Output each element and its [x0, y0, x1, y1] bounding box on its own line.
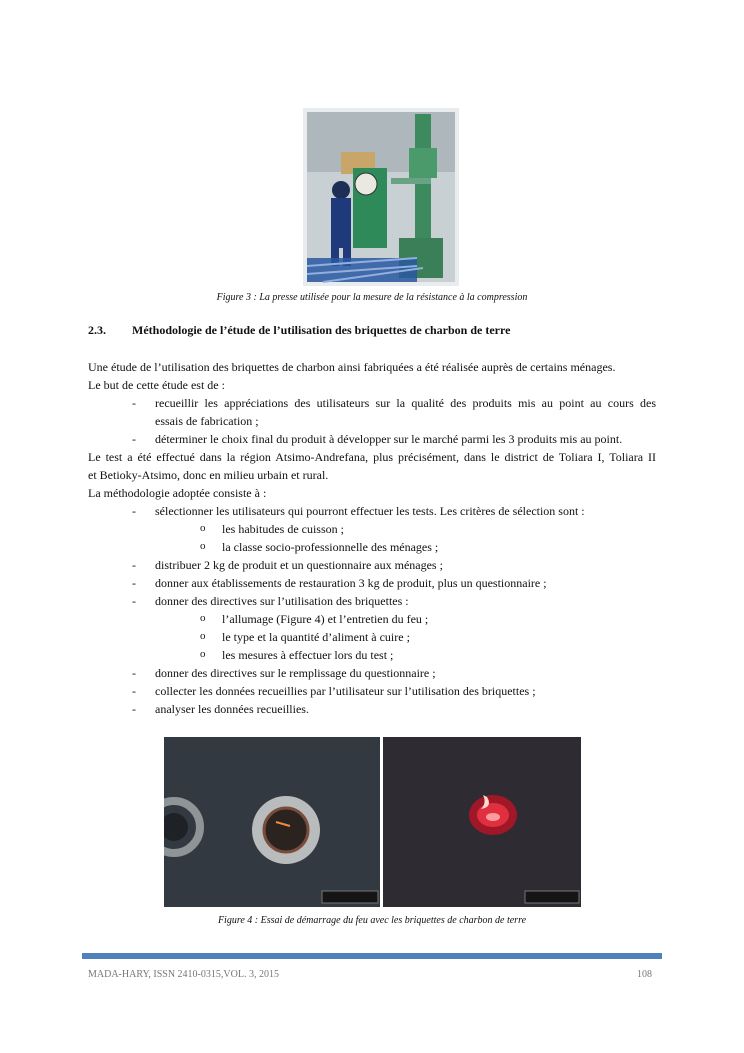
- step-directives-usage: donner des directives sur l’utilisation des briquettes :: [155, 594, 409, 608]
- paragraph-intro: Une étude de l’utilisation des briquettes de charbon ainsi fabriquées a été réalisée auprès de certains ménages.: [88, 360, 616, 374]
- step-questionnaire-directives: donner des directives sur le remplissage du questionnaire ;: [155, 666, 436, 680]
- paragraph-method-intro: La méthodologie adoptée consiste à :: [88, 486, 267, 500]
- list-dash: -: [132, 702, 136, 716]
- step-distribute: distribuer 2 kg de produit et un questionnaire aux ménages ;: [155, 558, 443, 572]
- sub-bullet: o: [200, 630, 206, 642]
- figure-3-caption: Figure 3 : La presse utilisée pour la mesure de la résistance à la compression: [216, 292, 528, 303]
- figure-4-left-image: [164, 737, 380, 907]
- step-analyze-data: analyser les données recueillies.: [155, 702, 309, 716]
- list-dash: -: [132, 396, 136, 410]
- criterion-cooking-habits: les habitudes de cuisson ;: [222, 522, 344, 536]
- list-dash: -: [132, 558, 136, 572]
- paragraph-test-line-2: et Betioky-Atsimo, donc en milieu urbain et rural.: [88, 468, 329, 482]
- figure-4-caption: Figure 4 : Essai de démarrage du feu avec les briquettes de charbon de terre: [217, 915, 527, 926]
- sub-bullet: o: [200, 522, 206, 534]
- directive-measures: les mesures à effectuer lors du test ;: [222, 648, 394, 662]
- step-collect-data: collecter les données recueillies par l’utilisateur sur l’utilisation des briquettes ;: [155, 684, 536, 698]
- step-restaurants: donner aux établissements de restauration 3 kg de produit, plus un questionnaire ;: [155, 576, 547, 590]
- list-dash: -: [132, 666, 136, 680]
- goal-1-line-1: recueillir les appréciations des utilisateurs sur la qualité des produits mis au point au cours des: [155, 396, 656, 410]
- footer-page-number: 108: [637, 969, 652, 980]
- goal-2: déterminer le choix final du produit à développer sur le marché parmi les 3 produits mis au point.: [155, 432, 623, 446]
- directive-food: le type et la quantité d’aliment à cuire ;: [222, 630, 410, 644]
- sub-bullet: o: [200, 540, 206, 552]
- list-dash: -: [132, 594, 136, 608]
- list-dash: -: [132, 432, 136, 446]
- paragraph-test-line-1: Le test a été effectué dans la région Atsimo-Andrefana, plus précisément, dans le district de Toliara I, Toliara II: [88, 450, 656, 464]
- section-number: 2.3.: [88, 323, 106, 337]
- criterion-socio-class: la classe socio-professionnelle des ménages ;: [222, 540, 439, 554]
- step-select-users: sélectionner les utilisateurs qui pourront effectuer les tests. Les critères de sélection sont :: [155, 504, 585, 518]
- footer-journal: MADA-HARY, ISSN 2410-0315,VOL. 3, 2015: [88, 969, 279, 980]
- goal-1-line-2: essais de fabrication ;: [155, 414, 259, 428]
- figure-3-image: [303, 108, 459, 286]
- figure-4-right-image: [383, 737, 581, 907]
- list-dash: -: [132, 576, 136, 590]
- directive-ignition: l’allumage (Figure 4) et l’entretien du feu ;: [222, 612, 429, 626]
- list-dash: -: [132, 684, 136, 698]
- section-title: Méthodologie de l’étude de l’utilisation des briquettes de charbon de terre: [132, 323, 511, 337]
- list-dash: -: [132, 504, 136, 518]
- paragraph-goal-intro: Le but de cette étude est de :: [88, 378, 225, 392]
- sub-bullet: o: [200, 612, 206, 624]
- footer-rule: [82, 953, 662, 959]
- sub-bullet: o: [200, 648, 206, 660]
